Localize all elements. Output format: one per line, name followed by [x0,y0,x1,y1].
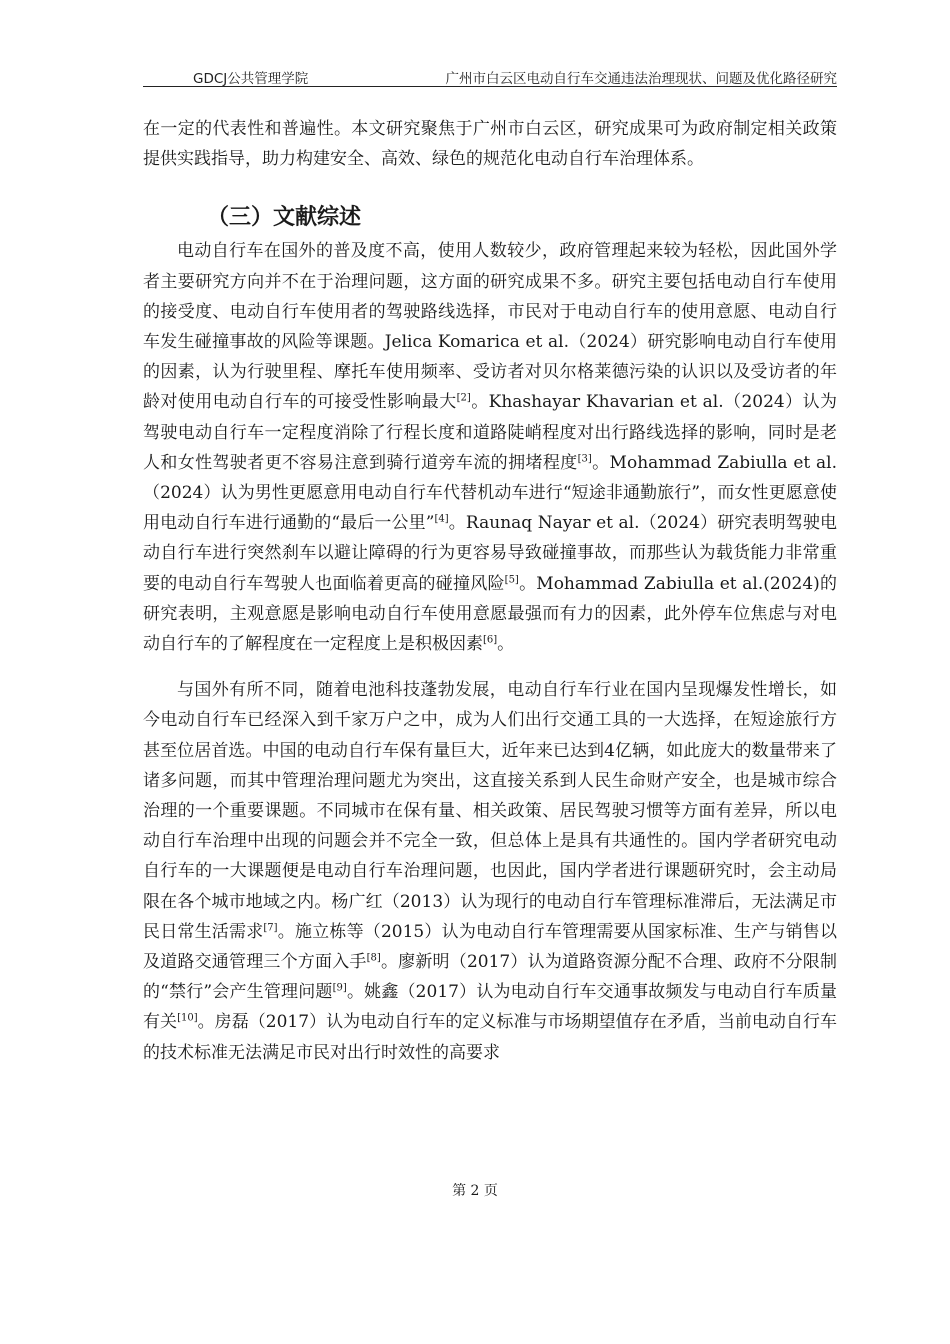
page-body [143,114,837,1068]
text-run: 。姚鑫（2017）认为电动自行车交通事故频发与电动自行车质量有关 [143,982,837,1033]
citation-ref[interactable]: [10] [177,1012,198,1024]
text-run: 与国外有所不同，随着电池科技蓬勃发展，电动自行车行业在国内呈现爆发性增长，如今电动自行车已经深入到千家万户之中，成为人们出行交通工具的一大选择，在短途旅行方甚至位居首选。中国的电动自行车保有量巨大，近年来已达到4亿辆，如此庞大的数量带来了诸多问题，而其中管理治理问题尤为突出，这直接关系到人民生命财产安全，也是城市综合治理的一个重要课题。不同城市在保有量、相关政策、居民驾驶习惯等方面有差异，所以电动自行车治理中出现的问题会并不完全一致，但总体上是具有共通性的。国内学者研究电动自行车的一大课题便是电动自行车治理问题，也因此，国内学者进行课题研究时，会主动局限在各个城市地域之内。杨广红（2013）认为现行的电动自行车管理标准滞后，无法满足市民日常生活需求 [143,680,837,942]
citation-ref[interactable]: [6] [483,634,498,646]
text-run: 。Khashayar Khavarian et al.（2024）认为驾驶电动自行车一定程度消除了行程长度和道路陡峭程度对出行路线选择的影响，同时是老人和女性驾驶者更不容易注意到骑行道旁车流的拥堵程度 [143,392,837,473]
literature-domestic-paragraph [143,675,837,1068]
literature-foreign-paragraph [143,236,837,659]
text-run: 电动自行车在国外的普及度不高，使用人数较少，政府管理起来较为轻松，因此国外学者主要研究方向并不在于治理问题，这方面的研究成果不多。研究主要包括电动自行车使用的接受度、电动自行车使用者的驾驶路线选择，市民对于电动自行车的使用意愿、电动自行车发生碰撞事故的风险等课题。Jelica Komarica et al.（2024）研究影响电动自行车使用的因素，认为行驶里程、摩托车使用频率、受访者对贝尔格莱德污染的认识以及受访者的年龄对使用电动自行车的可接受性影响最大 [143,241,837,413]
intro-tail-paragraph: 在一定的代表性和普遍性。本文研究聚焦于广州市白云区，研究成果可为政府制定相关政策提供实践指导，助力构建安全、高效、绿色的规范化电动自行车治理体系。 [143,119,837,170]
citation-ref[interactable]: [5] [504,573,519,585]
header-paper-title: 广州市白云区电动自行车交通违法治理现状、问题及优化路径研究 [445,71,837,87]
text-run: 。廖新明（2017）认为道路资源分配不合理、政府不分限制的“禁行”会产生管理问题 [143,952,838,1003]
citation-ref[interactable]: [8] [366,952,381,964]
citation-ref[interactable]: [3] [577,453,592,465]
citation-ref[interactable]: [4] [434,513,449,525]
text-run: 。Mohammad Zabiulla et al.(2024)的研究表明，主观意愿是影响电动自行车使用意愿最强而有力的因素，此外停车位焦虑与对电动自行车的了解程度在一定程度上是积极因素 [143,573,837,655]
citation-ref[interactable]: [9] [332,982,347,994]
text-run: 。房磊（2017）认为电动自行车的定义标准与市场期望值存在矛盾，当前电动自行车的技术标准无法满足市民对出行时效性的高要求 [143,1012,838,1063]
text-run: 。施立栋等（2015）认为电动自行车管理需要从国家标准、生产与销售以及道路交通管理三个方面入手 [143,921,838,973]
citation-ref[interactable]: [2] [456,392,471,404]
page-header [143,62,837,87]
paragraph-gap [143,659,837,675]
text-run: 。 [497,634,515,655]
citation-ref[interactable]: [7] [263,922,278,934]
page-number: 第 2 页 [452,1183,498,1199]
section-heading: （三）文献综述 [207,205,362,231]
header-institution: GDCJ公共管理学院 [193,71,309,87]
text-run: 。Raunaq Nayar et al.（2024）研究表明驾驶电动自行车进行突然刹车以避让障碍的行为更容易导致碰撞事故，而那些认为载货能力非常重要的电动自行车驾驶人也面临着更高的碰撞风险 [143,513,837,594]
text-run: 。Mohammad Zabiulla et al.（2024）认为男性更愿意用电动自行车代替机动车进行“短途非通勤旅行”，而女性更愿意使用电动自行车进行通勤的“最后一公里” [143,452,837,534]
